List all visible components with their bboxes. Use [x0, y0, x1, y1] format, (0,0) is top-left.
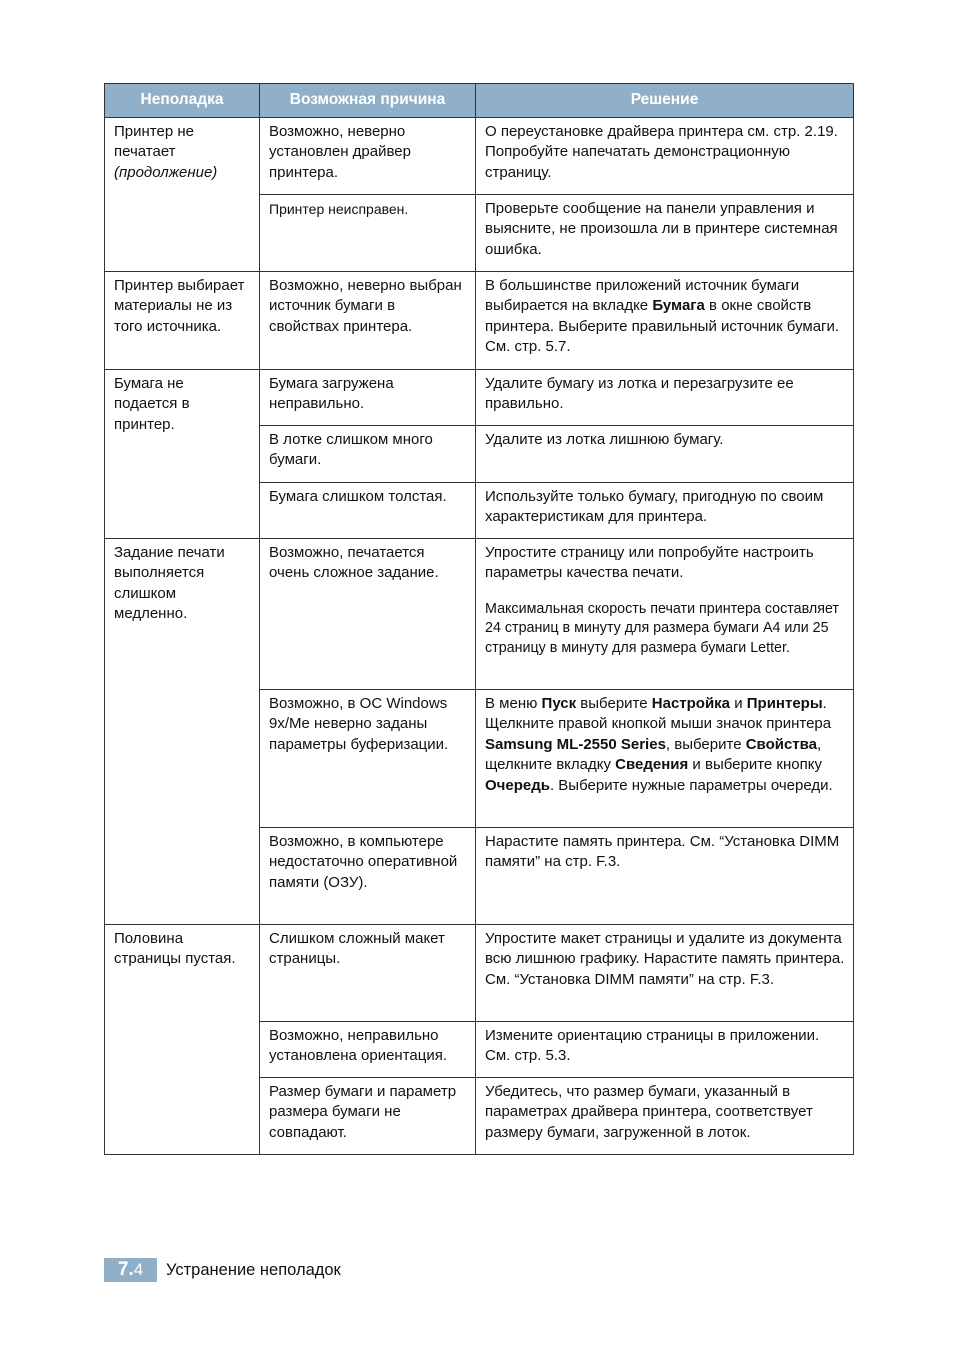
- solution-cell: [476, 690, 854, 828]
- problem-text: Принтер не печатает: [114, 123, 194, 161]
- solution-text: . Выберите нужные параметры очереди.: [549, 776, 833, 794]
- solution-bold-term: Очередь: [485, 776, 550, 794]
- cause-cell: Возможно, в компьютере недостаточно оперативной памяти (ОЗУ).: [260, 828, 476, 925]
- solution-text: и выберите кнопку: [688, 756, 822, 774]
- solution-text: и: [730, 695, 747, 712]
- solution-note: Максимальная скорость печати принтера составляет 24 страниц в минуту для размера бумаги A4 или 25 страницу в минуту для размера бумаги Letter.: [485, 600, 839, 656]
- solution-cell: О переустановке драйвера принтера см. стр. 2.19. Попробуйте напечатать демонстрационную страницу.: [476, 118, 854, 195]
- page-separator: .: [128, 1259, 134, 1280]
- header-solution: Решение: [476, 84, 854, 118]
- solution-text: Упростите страницу или попробуйте настроить параметры качества печати.: [485, 544, 814, 582]
- problem-cell: Бумага не подается в принтер.: [105, 370, 260, 539]
- page-number: 4: [133, 1260, 144, 1279]
- cause-cell: Бумага загружена неправильно.: [260, 370, 476, 426]
- solution-text: В меню: [485, 695, 542, 712]
- solution-cell: Используйте только бумагу, пригодную по своим характеристикам для принтера.: [476, 483, 854, 539]
- solution-bold-term: Свойства: [745, 735, 818, 753]
- cause-cell: Размер бумаги и параметр размера бумаги не совпадают.: [260, 1078, 476, 1155]
- page-number-badge: [104, 1258, 157, 1282]
- solution-cell: Удалите бумагу из лотка и перезагрузите ее правильно.: [476, 370, 854, 426]
- cause-cell: Возможно, в ОС Windows 9x/Me неверно заданы параметры буферизации.: [260, 690, 476, 828]
- table-row: [105, 272, 854, 370]
- problem-cell: Принтер выбирает материалы не из того источника.: [105, 272, 260, 370]
- solution-cell: Измените ориентацию страницы в приложении. См. стр. 5.3.: [476, 1022, 854, 1078]
- problem-cell: [105, 118, 260, 272]
- solution-text: , щелкните вкладку: [485, 735, 822, 774]
- solution-text: , выберите: [665, 735, 746, 753]
- solution-text: в окне свойств принтера. Выберите правильный источник бумаги. См. стр. 5.7.: [485, 297, 840, 356]
- header-cause: Возможная причина: [260, 84, 476, 118]
- solution-bold-term: Пуск: [541, 695, 577, 712]
- page-footer: [104, 1258, 341, 1282]
- solution-text: . Щелкните правой кнопкой мыши значок принтера: [485, 695, 832, 733]
- solution-bold-term: Сведения: [615, 756, 689, 774]
- solution-bold-term: Бумага: [652, 297, 705, 315]
- cause-cell: Возможно, печатается очень сложное задание.: [260, 539, 476, 690]
- problem-cell: Задание печати выполняется слишком медленно.: [105, 539, 260, 925]
- solution-cell: [476, 272, 854, 370]
- table-row: [105, 925, 854, 1022]
- solution-bold-term: Samsung ML-2550 Series: [485, 735, 666, 753]
- solution-cell: Удалите из лотка лишнюю бумагу.: [476, 426, 854, 483]
- problem-continued-note: (продолжение): [114, 163, 218, 181]
- solution-cell: Убедитесь, что размер бумаги, указанный в параметрах драйвера принтера, соответствует размеру бумаги, загруженной в лоток.: [476, 1078, 854, 1155]
- cause-cell: Возможно, неправильно установлена ориентация.: [260, 1022, 476, 1078]
- solution-text: В большинстве приложений источник бумаги выбирается на вкладке: [485, 277, 800, 315]
- solution-cell: Нарастите память принтера. См. “Установка DIMM памяти” на стр. F.3.: [476, 828, 854, 925]
- table-row: [105, 539, 854, 690]
- troubleshooting-table: [104, 83, 854, 1155]
- cause-cell: В лотке слишком много бумаги.: [260, 426, 476, 483]
- solution-cell: Проверьте сообщение на панели управления и выясните, не произошла ли в принтере системная ошибка.: [476, 195, 854, 272]
- cause-cell: Бумага слишком толстая.: [260, 483, 476, 539]
- chapter-number: 7: [117, 1259, 129, 1280]
- table-row: [105, 370, 854, 426]
- table-row: [105, 118, 854, 195]
- chapter-title: Устранение неполадок: [166, 1260, 341, 1279]
- solution-cell: Упростите макет страницы и удалите из документа всю лишнюю графику. Нарастите память принтера. См. “Установка DIMM памяти” на стр. F.3.: [476, 925, 854, 1022]
- solution-bold-term: Принтеры: [746, 695, 823, 712]
- header-problem: Неполадка: [105, 84, 260, 118]
- solution-bold-term: Настройка: [651, 695, 731, 712]
- solution-cell: [476, 539, 854, 690]
- solution-text: выберите: [576, 695, 652, 712]
- cause-cell: Возможно, неверно выбран источник бумаги в свойствах принтера.: [260, 272, 476, 370]
- cause-cell: Принтер неисправен.: [260, 195, 476, 272]
- cause-cell: Слишком сложный макет страницы.: [260, 925, 476, 1022]
- table-header-row: [105, 84, 854, 118]
- cause-cell: Возможно, неверно установлен драйвер принтера.: [260, 118, 476, 195]
- problem-cell: Половина страницы пустая.: [105, 925, 260, 1155]
